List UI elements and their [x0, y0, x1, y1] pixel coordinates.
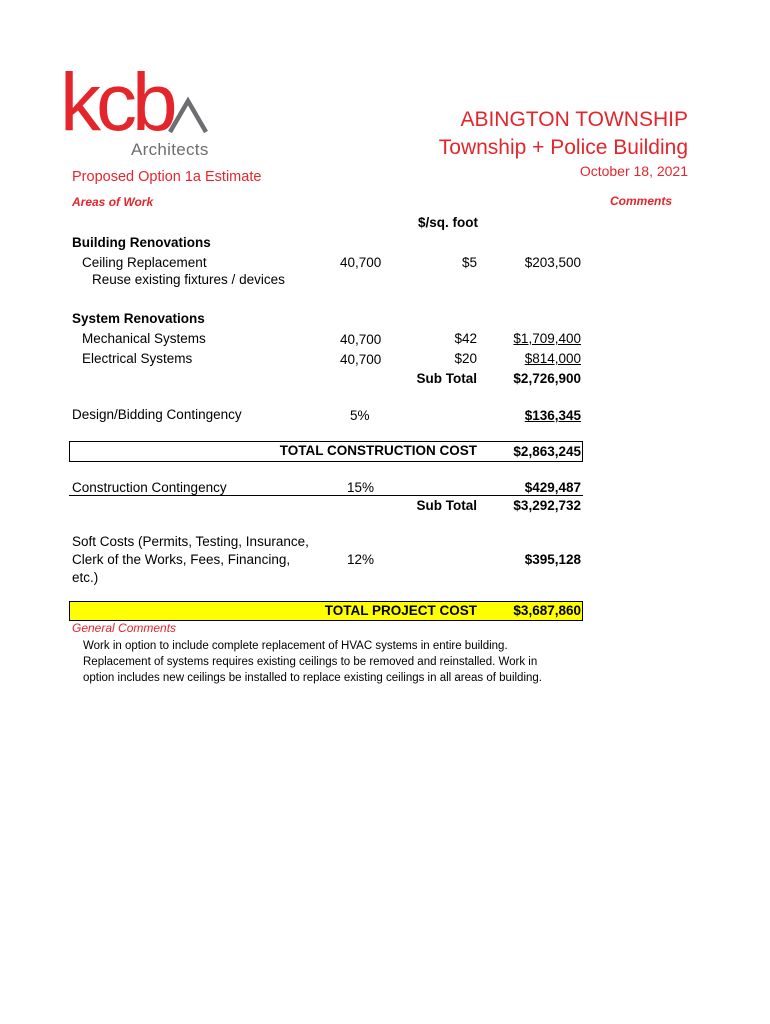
per-sqft-header: $/sq. foot: [418, 215, 478, 230]
construction-contingency-pct: 15%: [347, 480, 375, 495]
total-project-label: TOTAL PROJECT COST: [324, 603, 477, 618]
project-name: Township + Police Building: [438, 136, 688, 159]
logo-chevron-icon: [168, 95, 208, 135]
total-project-amount: $3,687,860: [513, 603, 581, 618]
areas-of-work-label: Areas of Work: [72, 195, 154, 209]
design-contingency-label: Design/Bidding Contingency: [72, 407, 242, 422]
soft-costs-amount: $395,128: [524, 552, 581, 567]
ceiling-replacement-note: Reuse existing fixtures / devices: [92, 272, 285, 287]
building-renovations-title: Building Renovations: [72, 235, 211, 250]
electrical-amount: $814,000: [524, 351, 581, 366]
construction-subtotal: $3,292,732: [513, 498, 581, 513]
total-construction-label: TOTAL CONSTRUCTION COST: [279, 443, 477, 458]
design-contingency-amount: $136,345: [524, 408, 581, 423]
construction-contingency-amount: $429,487: [524, 480, 581, 495]
systems-subtotal-label: Sub Total: [416, 371, 477, 386]
client-name: ABINGTON TOWNSHIP: [460, 108, 688, 131]
mechanical-rate: $42: [454, 331, 477, 346]
estimate-title: Proposed Option 1a Estimate: [72, 169, 262, 185]
mechanical-amount: $1,709,400: [513, 331, 581, 346]
general-comment-line: Replacement of systems requires existing ceilings to be removed and reinstalled. Work in: [83, 656, 538, 668]
divider-line: [69, 495, 583, 496]
construction-subtotal-label: Sub Total: [416, 498, 477, 513]
design-contingency-pct: 5%: [350, 408, 370, 423]
electrical-rate: $20: [454, 351, 477, 366]
general-comment-line: option includes new ceilings be installed to replace existing ceilings in all areas of building.: [83, 672, 542, 684]
system-renovations-title: System Renovations: [72, 311, 205, 326]
general-comments-label: General Comments: [72, 621, 177, 635]
systems-subtotal: $2,726,900: [513, 371, 581, 386]
comments-label: Comments: [610, 194, 673, 208]
construction-contingency-label: Construction Contingency: [72, 480, 227, 495]
soft-costs-line2: Clerk of the Works, Fees, Financing,: [72, 552, 291, 567]
electrical-label: Electrical Systems: [82, 351, 193, 366]
total-construction-amount: $2,863,245: [513, 444, 581, 459]
logo-wordmark: kcb: [60, 57, 173, 148]
general-comment-line: Work in option to include complete replacement of HVAC systems in entire building.: [83, 640, 508, 652]
ceiling-rate: $5: [461, 255, 477, 270]
soft-costs-line3: etc.): [72, 570, 99, 585]
soft-costs-pct: 12%: [347, 552, 375, 567]
ceiling-amount: $203,500: [524, 255, 581, 270]
estimate-date: October 18, 2021: [579, 163, 688, 179]
logo-subtitle: Architects: [131, 140, 209, 159]
mechanical-qty: 40,700: [340, 332, 382, 347]
ceiling-replacement-label: Ceiling Replacement: [82, 255, 207, 270]
soft-costs-line1: Soft Costs (Permits, Testing, Insurance,: [72, 534, 309, 549]
ceiling-qty: 40,700: [340, 255, 382, 270]
mechanical-label: Mechanical Systems: [82, 331, 206, 346]
electrical-qty: 40,700: [340, 352, 382, 367]
